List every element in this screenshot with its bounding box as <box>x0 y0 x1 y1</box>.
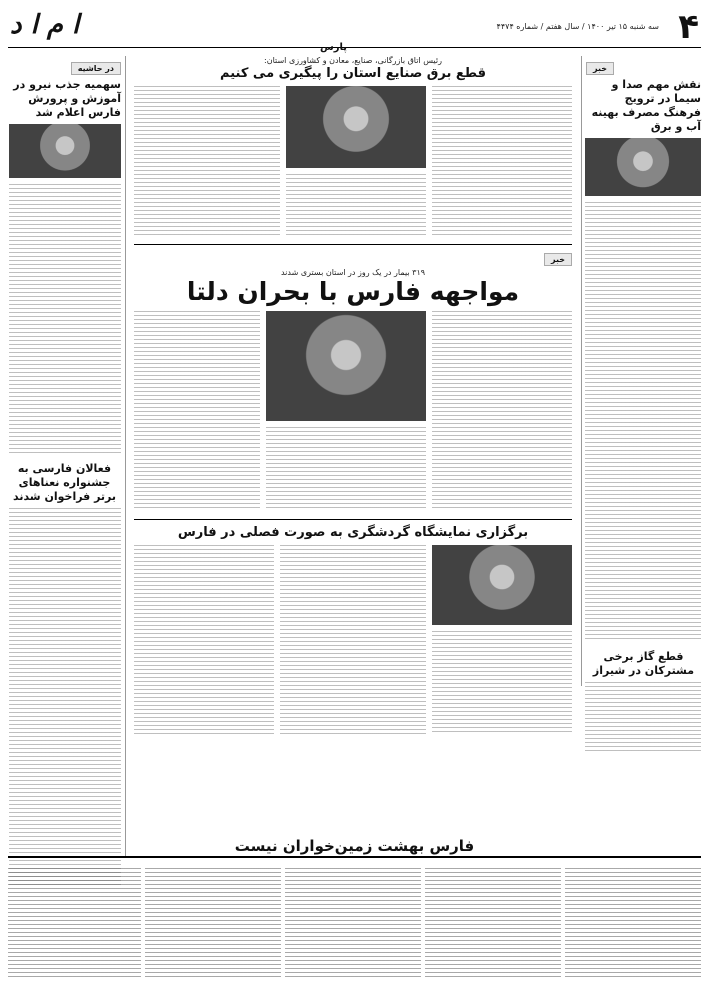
right-column-bottom-headline: قطع گاز برخی مشترکان در شیراز <box>592 650 695 677</box>
top-story-photo <box>286 86 426 168</box>
main-story-headline: مواجهه فارس با بحران دلتا <box>186 277 520 306</box>
left-column <box>8 56 126 856</box>
left-column-body-2 <box>9 508 121 888</box>
right-column-headline: نقش مهم صدا و سیما در ترویج فرهنگ مصرف بهینه آب و برق <box>591 78 701 133</box>
issue-line: سه شنبه ۱۵ تیر ۱۴۰۰ / سال هفتم / شماره ۴۴۷۴ <box>496 22 659 31</box>
top-story-body-right <box>432 86 572 236</box>
masthead <box>8 8 701 48</box>
third-story-body-right <box>432 631 572 735</box>
section-name: پارس <box>320 42 348 53</box>
right-column-tag: خبر <box>586 62 614 75</box>
bottom-rule <box>8 856 701 858</box>
bottom-story-body <box>8 868 701 980</box>
right-column <box>581 56 701 686</box>
top-story-body-middle <box>286 174 426 236</box>
third-story-body-middle <box>280 545 426 735</box>
page-number: ۴ <box>678 7 699 47</box>
top-story-body-left <box>134 86 280 236</box>
newspaper-logo: ا م ا د <box>10 10 80 40</box>
right-column-body <box>585 202 701 642</box>
main-story-body-middle <box>266 427 426 511</box>
left-column-headline-1: سهمیه جذب نیرو در آموزش و پرورش فارس اعلام شد <box>13 78 121 119</box>
left-column-headline-2: فعالان فارسی به جشنواره نعناهای برتر فراخوان شدند <box>12 462 117 503</box>
top-story-kicker: رئیس اتاق بازرگانی، صنایع، معادن و کشاورزی استان: <box>264 56 442 65</box>
top-story-headline: قطع برق صنایع استان را پیگیری می کنیم <box>220 66 486 81</box>
main-story-kicker: ۳۱۹ بیمار در یک روز در استان بستری شدند <box>280 268 426 277</box>
left-column-tag: در حاشیه <box>71 62 121 75</box>
bottom-story-headline: فارس بهشت زمین‌خواران نیست <box>234 837 475 855</box>
center-column <box>134 56 572 735</box>
main-story-body-right <box>432 311 572 511</box>
main-story-photo <box>266 311 426 421</box>
main-story-body-left <box>134 311 260 511</box>
left-column-photo <box>9 124 121 178</box>
right-column-photo <box>585 138 701 196</box>
third-story-photo <box>432 545 572 625</box>
left-column-body-1 <box>9 184 121 454</box>
third-story-body-left <box>134 545 274 735</box>
main-story-tag: خبر <box>544 253 572 266</box>
third-story-headline: برگزاری نمایشگاه گردشگری به صورت فصلی در فارس <box>134 519 572 541</box>
right-column-bottom-body <box>585 682 701 752</box>
